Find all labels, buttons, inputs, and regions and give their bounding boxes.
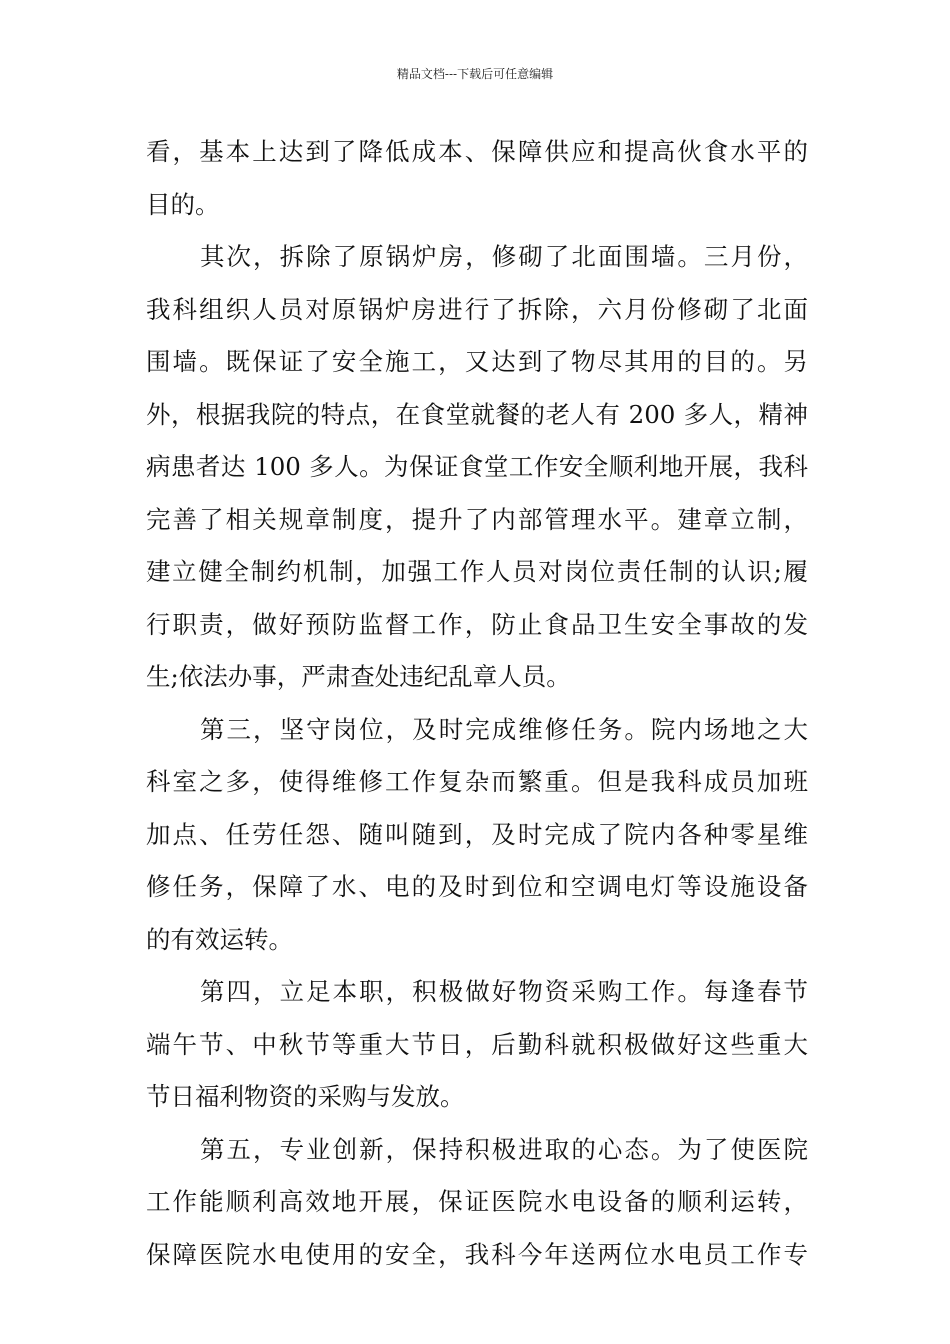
text-line: 外，根据我院的特点，在食堂就餐的老人有 200 多人，精神 [146,399,808,429]
text-line: 的有效运转。 [146,924,293,954]
document-body [146,126,808,1281]
text-line: 其次，拆除了原锅炉房，修砌了北面围墙。三月份， [200,242,808,271]
text-line: 第五，专业创新，保持积极进取的心态。为了使医院 [200,1134,808,1164]
text-line: 我科组织人员对原锅炉房进行了拆除，六月份修砌了北面 [146,294,808,324]
text-line: 完善了相关规章制度，提升了内部管理水平。建章立制， [146,504,808,534]
text-line: 加点、任劳任怨、随叫随到，及时完成了院内各种零星维 [146,819,808,849]
text-line: 第三，坚守岗位，及时完成维修任务。院内场地之大 [200,714,808,744]
text-line: 建立健全制约机制，加强工作人员对岗位责任制的认识;履 [146,557,808,586]
text-line: 目的。 [146,189,220,219]
text-line: 生;依法办事，严肃查处违纪乱章人员。 [146,662,571,691]
text-line: 端午节、中秋节等重大节日，后勤科就积极做好这些重大 [146,1029,808,1059]
text-line: 行职责，做好预防监督工作，防止食品卫生安全事故的发 [146,609,808,639]
text-line: 看，基本上达到了降低成本、保障供应和提高伙食水平的 [146,137,808,166]
text-line: 工作能顺利高效地开展，保证医院水电设备的顺利运转， [146,1187,808,1216]
text-line: 修任务，保障了水、电的及时到位和空调电灯等设施设备 [146,872,808,901]
text-line: 第四，立足本职，积极做好物资采购工作。每逢春节 [200,977,808,1006]
text-line: 节日福利物资的采购与发放。 [146,1082,465,1111]
page-header: 精品文档---下载后可任意编辑 [396,67,554,81]
text-line: 病患者达 100 多人。为保证食堂工作安全顺利地开展，我科 [146,452,808,481]
text-line: 科室之多，使得维修工作复杂而繁重。但是我科成员加班 [146,767,808,796]
text-line: 围墙。既保证了安全施工，又达到了物尽其用的目的。另 [146,347,808,376]
text-line: 保障医院水电使用的安全，我科今年送两位水电员工作专 [146,1239,808,1269]
